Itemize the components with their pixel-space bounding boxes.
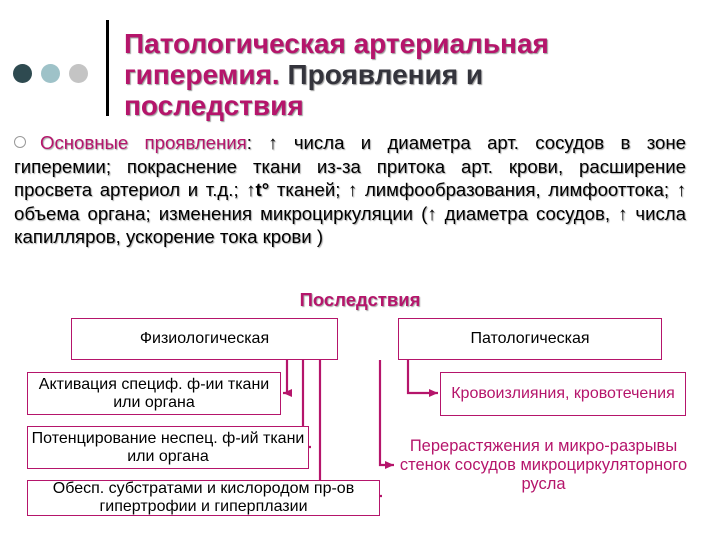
temperature-label: t° <box>255 179 270 200</box>
manifest-seg-1: числа и диаметра арт. сосудов в зоне гиперемии; покраснение ткани из-за притока арт. крови, расширение просвета артериол и т.д.; <box>14 132 686 200</box>
arrow-to-supply <box>320 360 382 496</box>
up-arrow-icon: ↑ <box>268 132 278 153</box>
title-line-2-dark: Проявления и <box>287 59 484 90</box>
overdistension-text: Перерастяжения и микро-разрывы стенок сосудов микроциркуляторного русла <box>399 437 688 493</box>
activation-box: Активация специф. ф-ии ткани или органа <box>27 372 281 415</box>
manifest-seg-2: тканей; <box>269 179 349 200</box>
up-arrow-icon: ↑ <box>348 179 358 200</box>
up-arrow-icon: ↑ <box>427 202 437 224</box>
manifest-seg-3: лимфообразования, лимфооттока; <box>357 179 677 200</box>
up-arrow-icon: ↑ <box>676 179 686 200</box>
consequences-heading: Последствия <box>299 289 421 310</box>
colon: : <box>246 132 252 153</box>
physiological-box: Физиологическая <box>71 318 338 360</box>
pathological-box: Патологическая <box>398 318 662 360</box>
arrow-to-overdistension <box>380 360 394 465</box>
potentiation-box: Потенцирование неспец. ф-ий ткани или органа <box>27 426 309 469</box>
manifest-seg-4: объема органа; изменения микроциркуляции ( <box>14 202 428 224</box>
arrow-to-activation <box>283 360 287 393</box>
up-arrow-icon: ↑ <box>246 179 256 200</box>
title-line-2-pink: гиперемия. <box>124 59 280 90</box>
supply-box: Обесп. субстратами и кислородом пр-ов гипертрофии и гиперплазии <box>27 480 380 516</box>
manifest-seg-5: диаметра сосудов, <box>436 202 619 224</box>
arrow-to-hemorrhage <box>408 360 438 393</box>
manifest-seg-6: числа капилляров, ускорение тока крови ) <box>14 202 686 247</box>
title-line-1: Патологическая артериальная <box>124 28 549 59</box>
up-arrow-icon: ↑ <box>618 202 628 224</box>
hemorrhage-box: Кровоизлияния, кровотечения <box>440 372 686 416</box>
manifestations-term: Основные проявления <box>40 132 247 153</box>
title-line-3: последствия <box>124 90 304 121</box>
